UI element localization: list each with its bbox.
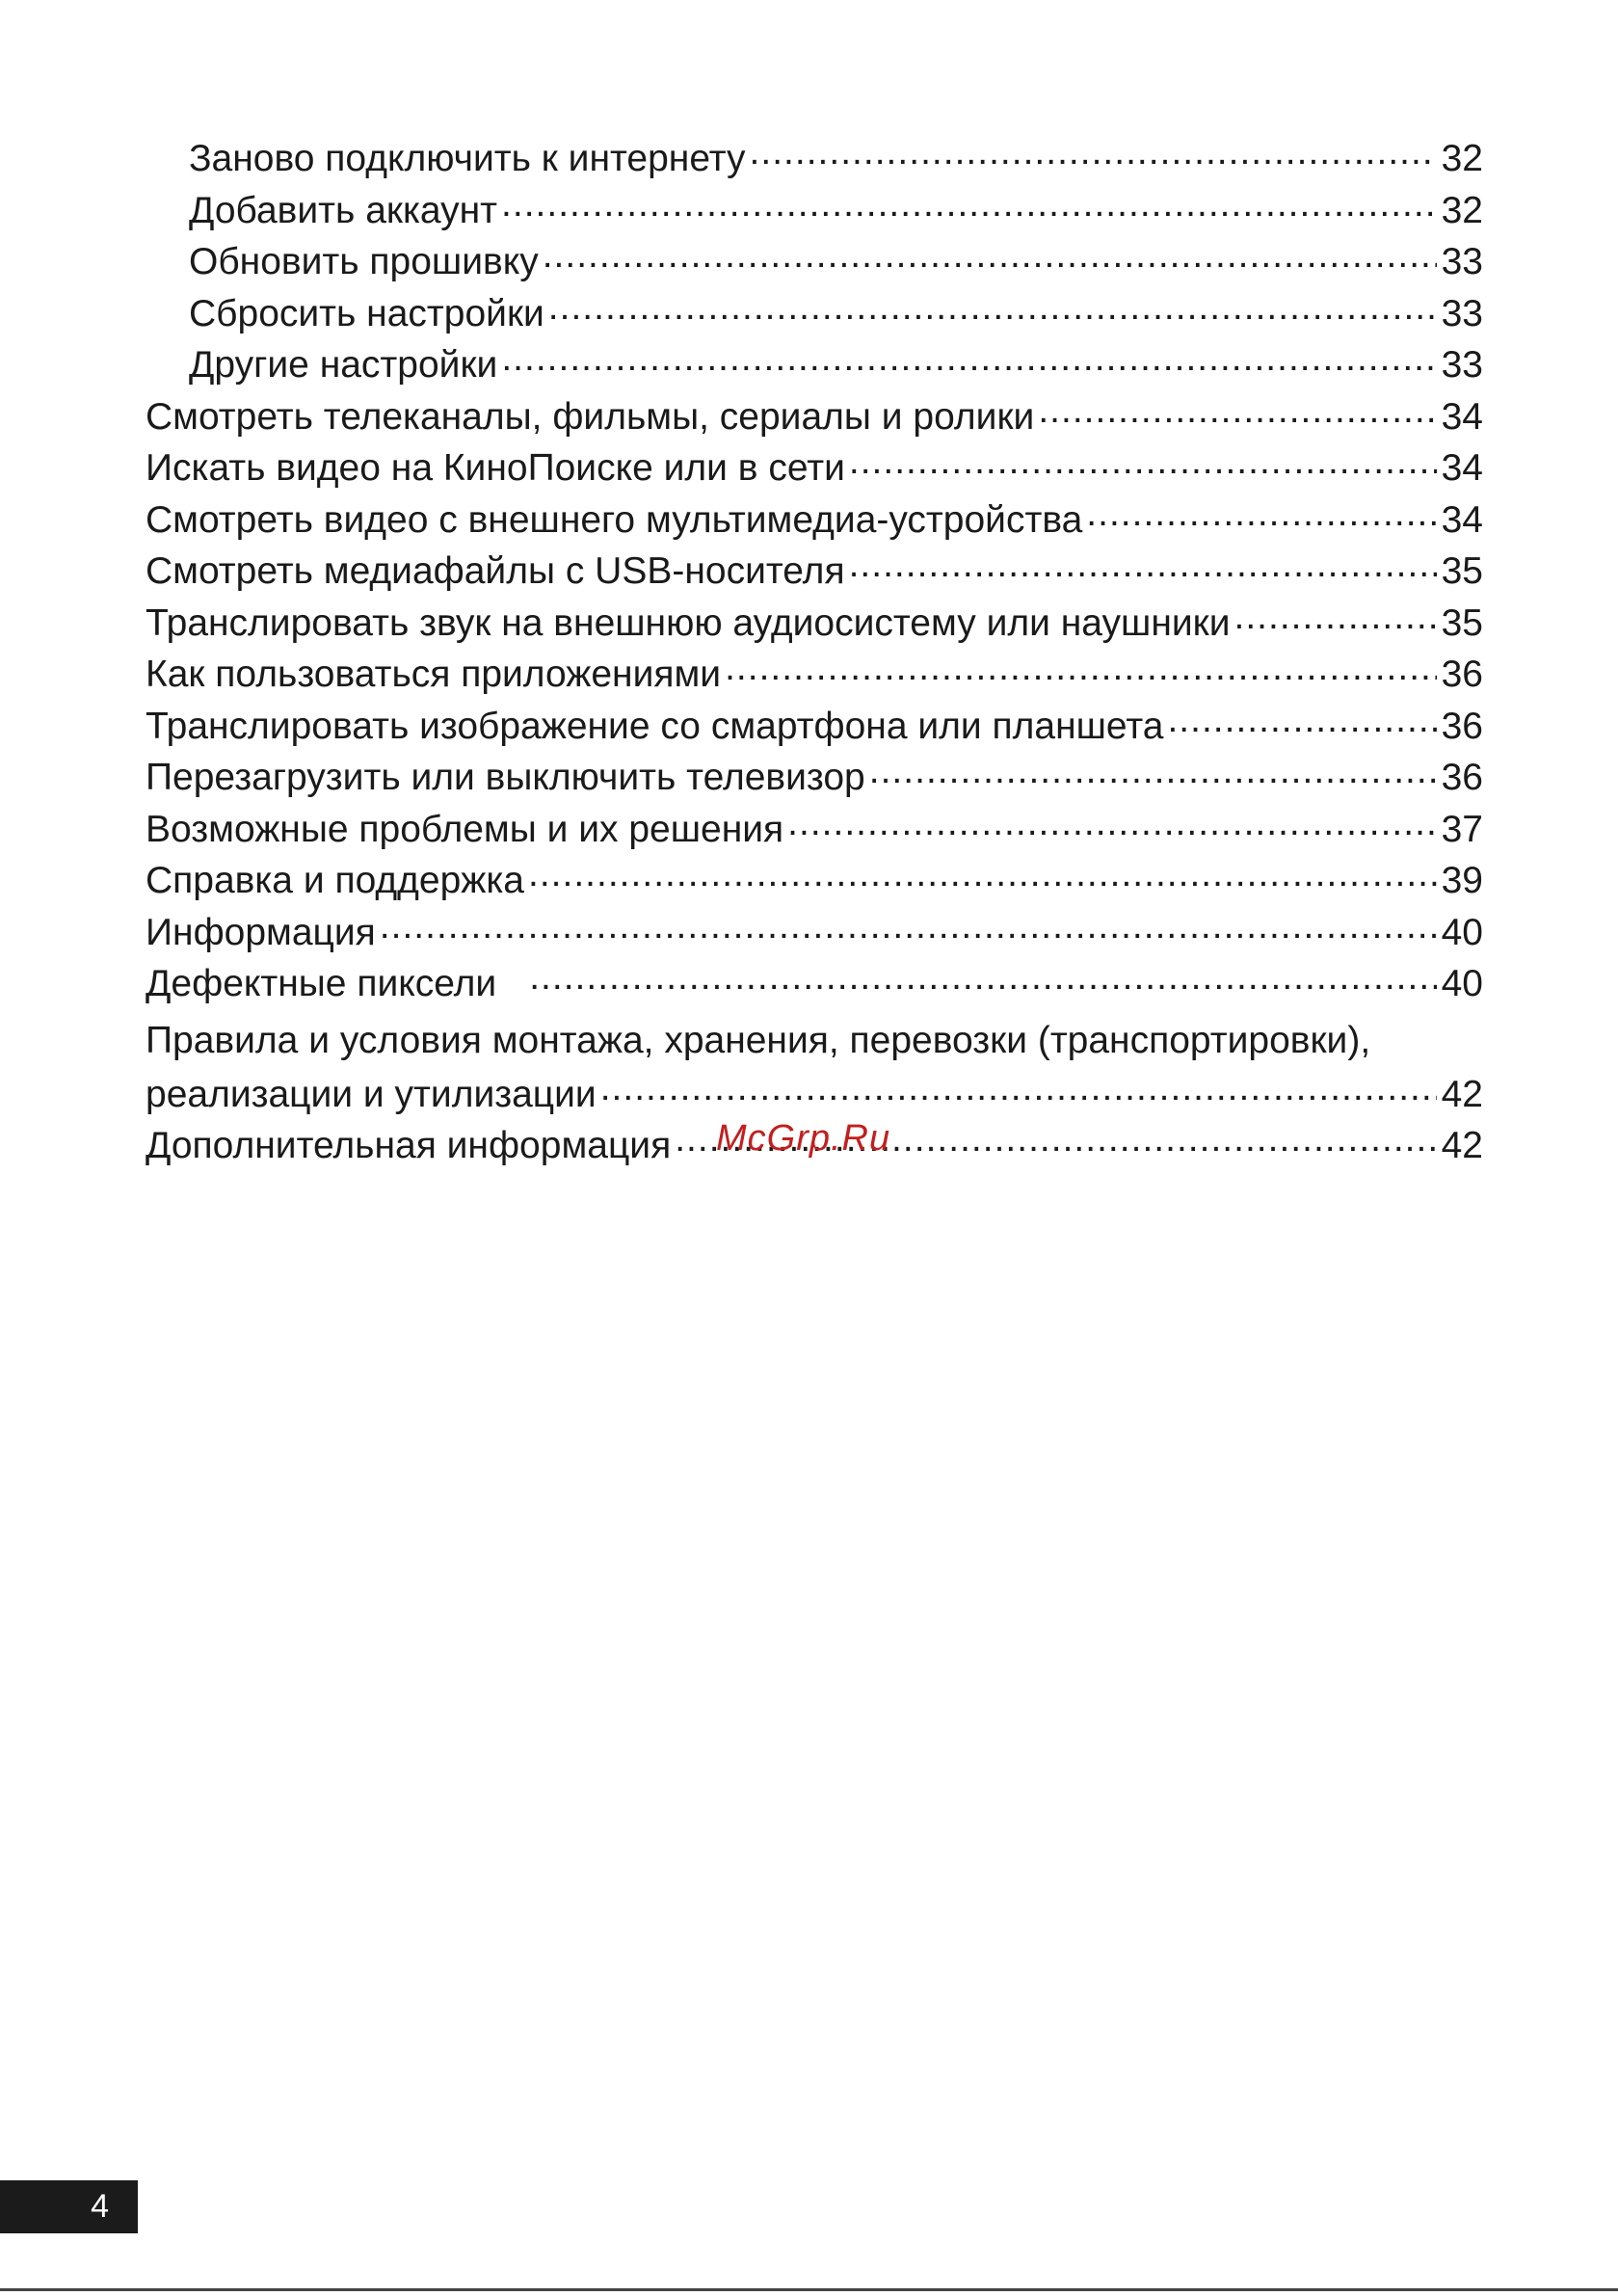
toc-entry-page: 42 [1441, 1073, 1483, 1115]
toc-entry-page: 32 [1441, 138, 1483, 179]
toc-leader [528, 855, 1437, 893]
toc-entry[interactable] [146, 701, 1483, 753]
page-number-tab [0, 2180, 138, 2233]
toc-entry[interactable] [146, 133, 1483, 185]
toc-leader [1234, 598, 1438, 635]
toc-entry-page: 36 [1441, 705, 1483, 747]
toc-entry-title: Информация [146, 911, 376, 953]
toc-entry-page: 33 [1441, 241, 1483, 282]
toc-entry[interactable] [146, 804, 1483, 856]
toc-leader [501, 339, 1437, 377]
toc-entry[interactable] [146, 288, 1483, 340]
toc-entry-page: 42 [1441, 1125, 1483, 1166]
toc-entry[interactable] [146, 546, 1483, 598]
toc-entry-title: Другие настройки [189, 344, 498, 386]
toc-entry-title: Транслировать изображение со смартфона или планшета [146, 705, 1164, 747]
toc-entry-page: 34 [1441, 395, 1483, 438]
toc-leader [600, 1069, 1437, 1107]
toc-entry[interactable] [146, 752, 1483, 804]
toc-entry-page: 37 [1441, 808, 1483, 850]
toc-entry-page: 32 [1441, 189, 1483, 231]
toc-leader [725, 649, 1437, 686]
toc-entry[interactable] [146, 494, 1483, 547]
page-number: 4 [91, 2188, 109, 2225]
toc-entry-title: Обновить прошивку [189, 241, 539, 282]
toc-leader [501, 185, 1437, 223]
toc-entry[interactable] [146, 649, 1483, 701]
toc-leader [1167, 701, 1437, 738]
toc-entry-title: Смотреть медиафайлы с USB-носителя [146, 550, 845, 592]
toc-entry-title: Транслировать звук на внешнюю аудиосистему или наушники [146, 601, 1231, 644]
toc-entry[interactable] [146, 855, 1483, 907]
toc-entry-wrapped-first-line[interactable] [146, 1015, 1483, 1069]
toc-leader [1038, 391, 1437, 429]
toc-entry[interactable] [146, 598, 1483, 650]
toc-entry-title: Возможные проблемы и их решения [146, 808, 784, 850]
toc-entry-page: 34 [1441, 498, 1483, 541]
toc-leader [529, 958, 1437, 996]
watermark: McGrp.Ru [716, 1118, 891, 1159]
toc-entry-title: Перезагрузить или выключить телевизор [146, 757, 865, 798]
toc-leader [1086, 494, 1437, 532]
toc-leader [849, 442, 1437, 480]
table-of-contents [146, 133, 1483, 1172]
toc-leader [849, 546, 1437, 583]
toc-leader [380, 907, 1437, 945]
toc-entry-page: 40 [1441, 963, 1483, 1004]
toc-entry-title: Добавить аккаунт [189, 189, 498, 231]
toc-entry-title: Справка и поддержка [146, 860, 524, 901]
toc-entry-page: 33 [1441, 344, 1483, 386]
toc-entry-page: 39 [1441, 860, 1483, 901]
toc-entry[interactable] [146, 442, 1483, 494]
toc-entry-page: 40 [1441, 911, 1483, 953]
toc-leader [543, 236, 1437, 274]
toc-entry-title: Смотреть телеканалы, фильмы, сериалы и ролики [146, 395, 1035, 438]
toc-entry[interactable] [146, 339, 1483, 391]
toc-entry-title: Дополнительная информация [146, 1125, 672, 1166]
toc-entry-title: Искать видео на КиноПоиске или в сети [146, 447, 845, 489]
toc-entry[interactable] [146, 958, 1483, 1010]
toc-entry[interactable] [146, 185, 1483, 237]
toc-entry-page: 36 [1441, 757, 1483, 798]
toc-entry-title: Правила и условия монтажа, хранения, перевозки (транспортировки), [146, 1019, 1371, 1061]
toc-entry-page: 36 [1441, 654, 1483, 695]
toc-entry-page: 35 [1441, 550, 1483, 592]
toc-entry-title: Смотреть видео с внешнего мультимедиа-устройства [146, 498, 1083, 541]
toc-entry-title: Заново подключить к интернету [189, 138, 746, 179]
toc-entry-page: 33 [1441, 292, 1483, 334]
toc-leader [869, 752, 1437, 789]
toc-entry-title: Как пользоваться приложениями [146, 654, 722, 695]
toc-entry[interactable] [146, 907, 1483, 959]
toc-leader [750, 133, 1437, 171]
toc-leader [787, 804, 1437, 841]
bottom-divider [0, 2288, 1618, 2291]
toc-entry-title: Сбросить настройки [189, 292, 544, 334]
toc-entry[interactable] [146, 236, 1483, 288]
toc-entry-page: 35 [1441, 601, 1483, 644]
toc-leader [548, 288, 1437, 326]
toc-entry[interactable] [146, 391, 1483, 443]
toc-entry-title: реализации и утилизации [146, 1073, 597, 1115]
toc-entry-wrapped-second-line[interactable] [146, 1069, 1483, 1121]
toc-entry-page: 34 [1441, 447, 1483, 489]
toc-entry-title: Дефектные пиксели [146, 963, 497, 1004]
